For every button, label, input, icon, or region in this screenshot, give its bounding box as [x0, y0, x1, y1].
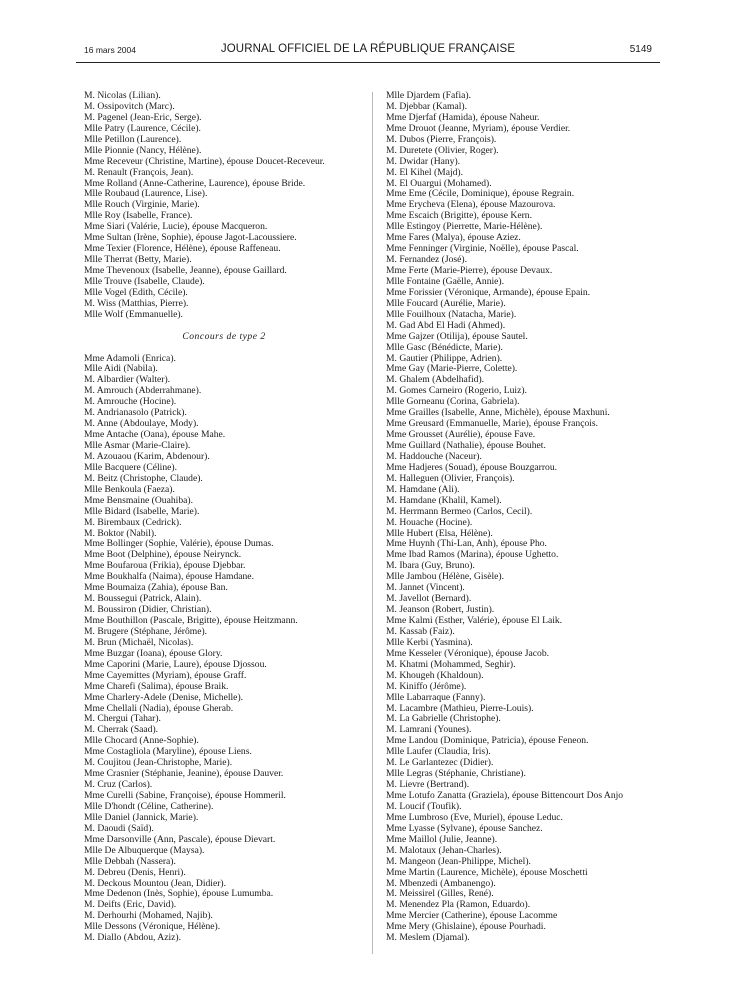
- list-item: M. Fernandez (José).: [386, 254, 467, 266]
- list-item: M. Duretete (Olivier, Roger).: [386, 144, 499, 156]
- left-column: [84, 91, 364, 944]
- list-item: M. Dubos (Pierre, François).: [386, 133, 497, 145]
- list-item: Mme Charefi (Salima), épouse Braik.: [84, 680, 229, 692]
- list-item: Mme Lyasse (Sylvane), épouse Sanchez.: [386, 822, 543, 834]
- list-item: Mme Greusard (Emmanuelle, Marie), épouse François.: [386, 418, 599, 430]
- list-item: Mme Texier (Florence, Hélène), épouse Raffeneau.: [84, 243, 281, 255]
- page-number: 5149: [629, 44, 652, 55]
- list-item: Mme Dedenon (Inès, Sophie), épouse Lumumba.: [84, 888, 274, 900]
- list-item: Mme Charlery-Adele (Denise, Michelle).: [84, 691, 244, 703]
- list-item: Mme Escaich (Brigitte), épouse Kern.: [386, 210, 532, 222]
- list-item: M. Chergui (Tahar).: [84, 713, 161, 725]
- list-item: Mlle Fontaine (Gaëlle, Annie).: [386, 275, 505, 287]
- list-item: M. Amrouche (Hocine).: [84, 396, 177, 408]
- list-item: Mlle Hubert (Elsa, Hélène).: [386, 527, 493, 539]
- list-item: Mlle Vogel (Edith, Cécile).: [84, 286, 188, 298]
- list-item: Mlle Kerbi (Yasmina).: [386, 636, 473, 648]
- publication-date: 16 mars 2004: [84, 45, 136, 55]
- list-item: Mme Caporini (Marie, Laure), épouse Djossou.: [84, 658, 267, 670]
- list-item: Mme Buzgar (Ioana), épouse Glory.: [84, 647, 223, 659]
- list-item: Mlle Fouilhoux (Natacha, Marie).: [386, 308, 517, 320]
- section-heading: Concours de type 2: [182, 330, 266, 342]
- list-item: M. Renault (François, Jean).: [84, 166, 194, 178]
- list-item: M. Mangeon (Jean-Philippe, Michel).: [386, 855, 531, 867]
- list-item: M. Wiss (Matthias, Pierre).: [84, 297, 189, 309]
- list-item: Mlle Roubaud (Laurence, Lise).: [84, 188, 208, 200]
- list-item: Mlle Labarraque (Fanny).: [386, 691, 486, 703]
- list-item: Mme Lotufo Zanatta (Graziela), épouse Bittencourt Dos Anjo: [386, 790, 624, 801]
- list-item: Mme Guillard (Nathalie), épouse Bouhet.: [386, 440, 546, 451]
- list-item: M. Gad Abd El Hadi (Ahmed).: [386, 319, 506, 331]
- list-item: M. Loucif (Toufik).: [386, 800, 462, 812]
- list-item: M. Amrouch (Abderrahmane).: [84, 385, 202, 397]
- list-item: M. Anne (Abdoulaye, Mody).: [84, 418, 199, 430]
- list-item: Mme Sultan (Irène, Sophie), épouse Jagot-Lacoussiere.: [84, 232, 297, 244]
- list-item: Mme Boufaroua (Frikia), épouse Djebbar.: [84, 560, 246, 572]
- list-item: M. Kiniffo (Jérôme).: [386, 680, 467, 692]
- spacer: [84, 343, 364, 354]
- journal-title: JOURNAL OFFICIEL DE LA RÉPUBLIQUE FRANÇAISE: [220, 43, 516, 55]
- list-item: Mme Boot (Delphine), épouse Neirynck.: [84, 549, 242, 561]
- list-item: Mlle Roy (Isabelle, France).: [84, 210, 193, 222]
- list-item: M. Deifts (Eric, David).: [84, 899, 177, 911]
- list-item: M. Ibara (Guy, Bruno).: [386, 560, 475, 572]
- list-item: M. Djebbar (Kamal).: [386, 100, 467, 112]
- list-item: Mlle Legras (Stéphanie, Christiane).: [386, 768, 526, 780]
- list-item: Mlle Estingoy (Pierrette, Marie-Hélène).: [386, 221, 543, 233]
- column-divider: [372, 92, 373, 954]
- list-item: Mlle Benkoula (Faeza).: [84, 483, 175, 495]
- list-item: Mlle Daniel (Jannick, Marie).: [84, 811, 199, 823]
- list-item: M. Jeanson (Robert, Justin).: [386, 604, 495, 616]
- list-item: Mme Rolland (Anne-Catherine, Laurence), épouse Bride.: [84, 177, 306, 189]
- list-item: Mme Martin (Laurence, Michèle), épouse Moschetti: [386, 866, 588, 878]
- list-item: M. El Ouargui (Mohamed).: [386, 177, 492, 189]
- list-item: Mme Gajzer (Otilija), épouse Sautel.: [386, 330, 528, 342]
- list-item: Mme Maillol (Julie, Jeanne).: [386, 833, 498, 845]
- list-item: M. Meissirel (Gilles, René).: [386, 888, 494, 900]
- list-item: Mlle Aidi (Nabila).: [84, 363, 158, 375]
- list-item: Mme Landou (Dominique, Patricia), épouse Feneon.: [386, 735, 589, 747]
- list-item: Mme Siari (Valérie, Lucie), épouse Macqueron.: [84, 221, 268, 233]
- list-item: M. Gomes Carneiro (Rogerio, Luiz).: [386, 385, 527, 397]
- list-item: M. Khatmi (Mohammed, Seghir).: [386, 658, 516, 670]
- page-header: [84, 43, 652, 61]
- list-item: Mme Forissier (Véronique, Armande), épouse Epain.: [386, 286, 591, 298]
- list-item: M. Boktor (Nabil).: [84, 527, 157, 539]
- list-item: Mme Crasnier (Stéphanie, Jeanine), épouse Dauver.: [84, 768, 284, 780]
- list-item: Mlle Bidard (Isabelle, Marie).: [84, 505, 200, 517]
- list-item: M. Halleguen (Olivier, François).: [386, 472, 515, 484]
- list-item: M. Khougeh (Khaldoun).: [386, 669, 484, 681]
- list-item: M. Haddouche (Naceur).: [386, 450, 482, 462]
- list-item: M. Cruz (Carlos).: [84, 779, 153, 791]
- list-item: M. Diallo (Abdou, Aziz).: [84, 932, 181, 944]
- list-item: Mme Receveur (Christine, Martine), épouse Doucet-Receveur.: [84, 155, 325, 167]
- list-item: M. Andrianasolo (Patrick).: [84, 407, 187, 419]
- list-item: M. Javellot (Bernard).: [386, 593, 472, 605]
- list-item: Mlle Foucard (Aurélie, Marie).: [386, 297, 506, 309]
- list-item: Mme Grailles (Isabelle, Anne, Michèle), épouse Maxhuni.: [386, 407, 610, 419]
- list-item: M. Derhourhi (Mohamed, Najib).: [84, 910, 213, 922]
- list-item: M. Debreu (Denis, Henri).: [84, 866, 186, 878]
- list-item: Mme Gay (Marie-Pierre, Colette).: [386, 363, 518, 375]
- list-item: M. Pagenel (Jean-Eric, Serge).: [84, 111, 202, 123]
- list-item: Mme Eme (Cécile, Dominique), épouse Regrain.: [386, 188, 575, 200]
- list-item: Mme Mery (Ghislaine), épouse Pourhadi.: [386, 921, 546, 933]
- list-item: Mme Fenninger (Virginie, Noëlle), épouse Pascal.: [386, 243, 579, 255]
- list-item: Mlle Debbah (Nassera).: [84, 855, 176, 867]
- list-item: Mme Bouthillon (Pascale, Brigitte), épouse Heitzmann.: [84, 615, 298, 626]
- list-item: M. Ossipovitch (Marc).: [84, 100, 175, 112]
- list-item: Mme Erycheva (Elena), épouse Mazourova.: [386, 199, 556, 211]
- list-item: Mlle Bacquere (Céline).: [84, 461, 177, 473]
- list-item: M. Herrmann Bermeo (Carlos, Cecil).: [386, 505, 533, 517]
- list-item: M. Deckous Mountou (Jean, Didier).: [84, 877, 227, 889]
- list-item: Mlle Trouve (Isabelle, Claude).: [84, 275, 205, 287]
- list-item: M. Le Garlantezec (Didier).: [386, 757, 494, 769]
- list-item: M. Lievre (Bertrand).: [386, 779, 470, 791]
- list-item: Mlle Gorneanu (Corina, Gabriela).: [386, 396, 520, 408]
- list-item: M. Azouaou (Karim, Abdenour).: [84, 450, 210, 462]
- list-item: M. Birembaux (Cedrick).: [84, 516, 182, 528]
- list-item: M. Dwidar (Hany).: [386, 155, 461, 167]
- list-item: Mlle Therrat (Betty, Marie).: [84, 254, 192, 266]
- list-item: M. Ghalem (Abdelhafid).: [386, 374, 485, 386]
- list-item: Mme Kalmi (Esther, Valérie), épouse El Laik.: [386, 615, 563, 626]
- list-item: Mlle De Albuquerque (Maysa).: [84, 844, 205, 856]
- list-item: M. Menendez Pla (Ramon, Eduardo).: [386, 899, 531, 911]
- list-item: Mme Drouot (Jeanne, Myriam), épouse Verdier.: [386, 122, 571, 134]
- list-item: Mlle Wolf (Emmanuelle).: [84, 308, 183, 320]
- list-item: Mme Thevenoux (Isabelle, Jeanne), épouse Gaillard.: [84, 265, 287, 276]
- list-item: Mme Boumaiza (Zahia), épouse Ban.: [84, 582, 228, 594]
- list-item: Mme Ferte (Marie-Pierre), épouse Devaux.: [386, 265, 553, 276]
- list-item: M. Boussegui (Patrick, Alain).: [84, 593, 202, 605]
- list-item: Mme Hadjeres (Souad), épouse Bouzgarrou.: [386, 461, 558, 473]
- list-item: Mme Grousset (Aurélie), épouse Fave.: [386, 429, 536, 441]
- list-item: M. Hamdane (Ali).: [386, 483, 460, 495]
- list-item: Mme Antache (Oana), épouse Mahe.: [84, 429, 226, 441]
- list-item: M. Mbenzedi (Ambanengo).: [386, 877, 496, 889]
- list-item: M. Jannet (Vincent).: [386, 582, 465, 594]
- list-item: M. Nicolas (Lilian).: [84, 90, 161, 101]
- list-item: Mlle Dessons (Véronique, Hélène).: [84, 921, 221, 933]
- list-item: M. Albardier (Walter).: [84, 374, 171, 386]
- list-item: Mlle Laufer (Claudia, Iris).: [386, 746, 491, 758]
- list-item: M. Brugere (Stéphane, Jérôme).: [84, 625, 208, 637]
- list-item: M. Lacambre (Mathieu, Pierre-Louis).: [386, 702, 534, 714]
- list-item: M. Meslem (Djamal).: [386, 932, 470, 944]
- list-item: M. El Kihel (Majd).: [386, 166, 464, 178]
- list-item: M. Cherrak (Saad).: [84, 724, 159, 736]
- list-item: Mme Boukhalfa (Naima), épouse Hamdane.: [84, 571, 254, 583]
- list-item: Mlle Gasc (Bénédicte, Marie).: [386, 341, 503, 353]
- list-item: Mme Cayemittes (Myriam), épouse Graff.: [84, 669, 247, 681]
- list-item: Mme Huynh (Thi-Lan, Anh), épouse Pho.: [386, 538, 547, 550]
- list-item: M. Lamrani (Younes).: [386, 724, 472, 736]
- list-item: Mme Fares (Malya), épouse Aziez.: [386, 232, 521, 244]
- list-item: Mlle Pionnie (Nancy, Hélène).: [84, 144, 202, 156]
- list-item: M. Gautier (Philippe, Adrien).: [386, 352, 503, 364]
- list-item: Mme Curelli (Sabine, Françoise), épouse Hommeril.: [84, 790, 286, 801]
- list-item: M. Kassab (Faiz).: [386, 625, 455, 637]
- list-item: Mlle Jambou (Hélène, Gisèle).: [386, 571, 505, 583]
- list-item: Mme Djerfaf (Hamida), épouse Naheur.: [386, 111, 540, 123]
- list-item: Mlle Patry (Laurence, Cécile).: [84, 122, 201, 134]
- list-item: Mme Adamoli (Enrica).: [84, 352, 176, 364]
- list-item: Mme Chellali (Nadia), épouse Gherab.: [84, 702, 234, 714]
- list-item: Mlle Rouch (Virginie, Marie).: [84, 199, 200, 211]
- list-item: M. Malotaux (Jehan-Charles).: [386, 844, 502, 856]
- list-item: Mlle Asmar (Marie-Claire).: [84, 440, 191, 451]
- list-item: Mme Darsonville (Ann, Pascale), épouse Dievart.: [84, 833, 276, 845]
- list-item: Mme Bensmaine (Ouahiba).: [84, 494, 193, 506]
- list-item: M. Coujitou (Jean-Christophe, Marie).: [84, 757, 233, 769]
- list-item: Mme Kesseler (Véronique), épouse Jacob.: [386, 647, 550, 659]
- list-item: M. Hamdane (Khalil, Kamel).: [386, 494, 502, 506]
- list-item: Mme Costagliola (Maryline), épouse Liens.: [84, 746, 252, 758]
- list-item: M. Brun (Michaël, Nicolas).: [84, 636, 194, 648]
- list-item: M. Beitz (Christophe, Claude).: [84, 472, 203, 484]
- list-item: Mme Lumbroso (Eve, Muriel), épouse Leduc.: [386, 811, 563, 823]
- list-item: M. Boussiron (Didier, Christian).: [84, 604, 212, 616]
- list-item: Mme Mercier (Catherine), épouse Lacomme: [386, 910, 558, 922]
- list-item: Mlle Petillon (Laurence).: [84, 133, 182, 145]
- right-column: [386, 91, 660, 944]
- list-item: M. Daoudi (Saïd).: [84, 822, 154, 834]
- list-item: Mlle Djardem (Fafia).: [386, 90, 471, 101]
- list-item: M. Houache (Hocine).: [386, 516, 473, 528]
- spacer: [84, 321, 364, 332]
- list-item: Mlle D'hondt (Céline, Catherine).: [84, 800, 214, 812]
- header-rule: [76, 62, 660, 63]
- list-item: Mme Bollinger (Sophie, Valérie), épouse Dumas.: [84, 538, 274, 550]
- list-item: M. La Gabrielle (Christophe).: [386, 713, 501, 725]
- list-item: Mlle Chocard (Anne-Sophie).: [84, 735, 199, 747]
- list-item: Mme Ibad Ramos (Marina), épouse Ughetto.: [386, 549, 559, 561]
